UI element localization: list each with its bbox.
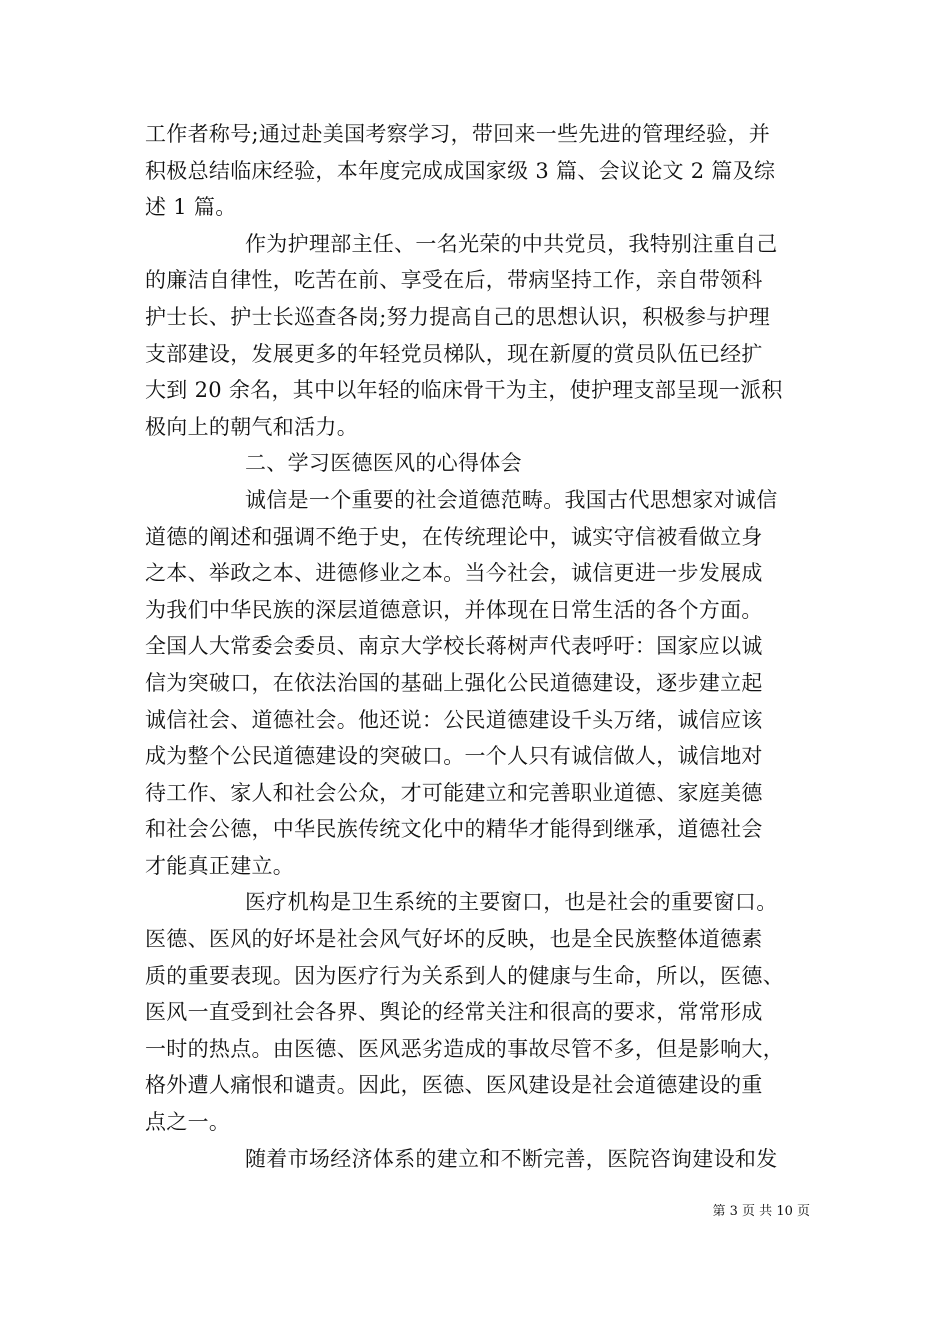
text-line: 为我们中华民族的深层道德意识，并体现在日常生活的各个方面。 <box>145 597 763 622</box>
text-line: 二、学习医德医风的心得体会 <box>245 451 522 476</box>
text-line: 医疗机构是卫生系统的主要窗口，也是社会的重要窗口。 <box>245 890 778 915</box>
text-line: 大到 20 余名，其中以年轻的临床骨干为主，使护理支部呈现一派积 <box>145 378 783 403</box>
text-line: 道德的阐述和强调不绝于史，在传统理论中，诚实守信被看做立身 <box>145 524 763 549</box>
text-line: 极向上的朝气和活力。 <box>145 414 358 439</box>
text-line: 随着市场经济体系的建立和不断完善，医院咨询建设和发 <box>245 1146 778 1171</box>
page-number-footer: 第 3 页 共 10 页 <box>712 1204 810 1219</box>
text-line: 述 1 篇。 <box>145 195 237 220</box>
text-line: 诚信社会、道德社会。他还说：公民道德建设千头万绪，诚信应该 <box>145 707 763 732</box>
text-line: 的廉洁自律性，吃苦在前、享受在后，带病坚持工作，亲自带领科 <box>145 268 763 293</box>
text-line: 之本、举政之本、进德修业之本。当今社会，诚信更进一步发展成 <box>145 561 763 586</box>
text-line: 点之一。 <box>145 1110 231 1135</box>
text-line: 积极总结临床经验，本年度完成成国家级 3 篇、会议论文 2 篇及综 <box>145 158 776 183</box>
text-line: 医风一直受到社会各界、舆论的经常关注和很高的要求，常常形成 <box>145 1000 763 1025</box>
text-line: 全国人大常委会委员、南京大学校长蒋树声代表呼吁：国家应以诚 <box>145 634 763 659</box>
text-line: 工作者称号;通过赴美国考察学习，带回来一些先进的管理经验，并 <box>145 122 771 146</box>
text-line: 待工作、家人和社会公众，才可能建立和完善职业道德、家庭美德 <box>145 780 763 805</box>
text-line: 支部建设，发展更多的年轻党员梯队，现在新厦的赏员队伍已经扩 <box>145 341 763 366</box>
document-body <box>145 116 807 1177</box>
text-line: 成为整个公民道德建设的突破口。一个人只有诚信做人，诚信地对 <box>145 744 763 769</box>
text-line: 才能真正建立。 <box>145 853 295 878</box>
text-line: 护士长、护士长巡查各岗;努力提高自己的思想认识，积极参与护理 <box>145 304 771 329</box>
text-line: 诚信是一个重要的社会道德范畴。我国古代思想家对诚信 <box>245 487 778 512</box>
text-line: 和社会公德，中华民族传统文化中的精华才能得到继承，道德社会 <box>145 817 763 842</box>
text-line: 医德、医风的好坏是社会风气好坏的反映，也是全民族整体道德素 <box>145 927 763 952</box>
text-line: 一时的热点。由医德、医风恶劣造成的事故尽管不多，但是影响大， <box>145 1036 784 1061</box>
text-line: 信为突破口，在依法治国的基础上强化公民道德建设，逐步建立起 <box>145 670 763 695</box>
text-line: 格外遭人痛恨和谴责。因此，医德、医风建设是社会道德建设的重 <box>145 1073 763 1098</box>
text-line: 作为护理部主任、一名光荣的中共党员，我特别注重自己 <box>245 231 778 256</box>
text-line: 质的重要表现。因为医疗行为关系到人的健康与生命，所以，医德、 <box>145 963 784 988</box>
